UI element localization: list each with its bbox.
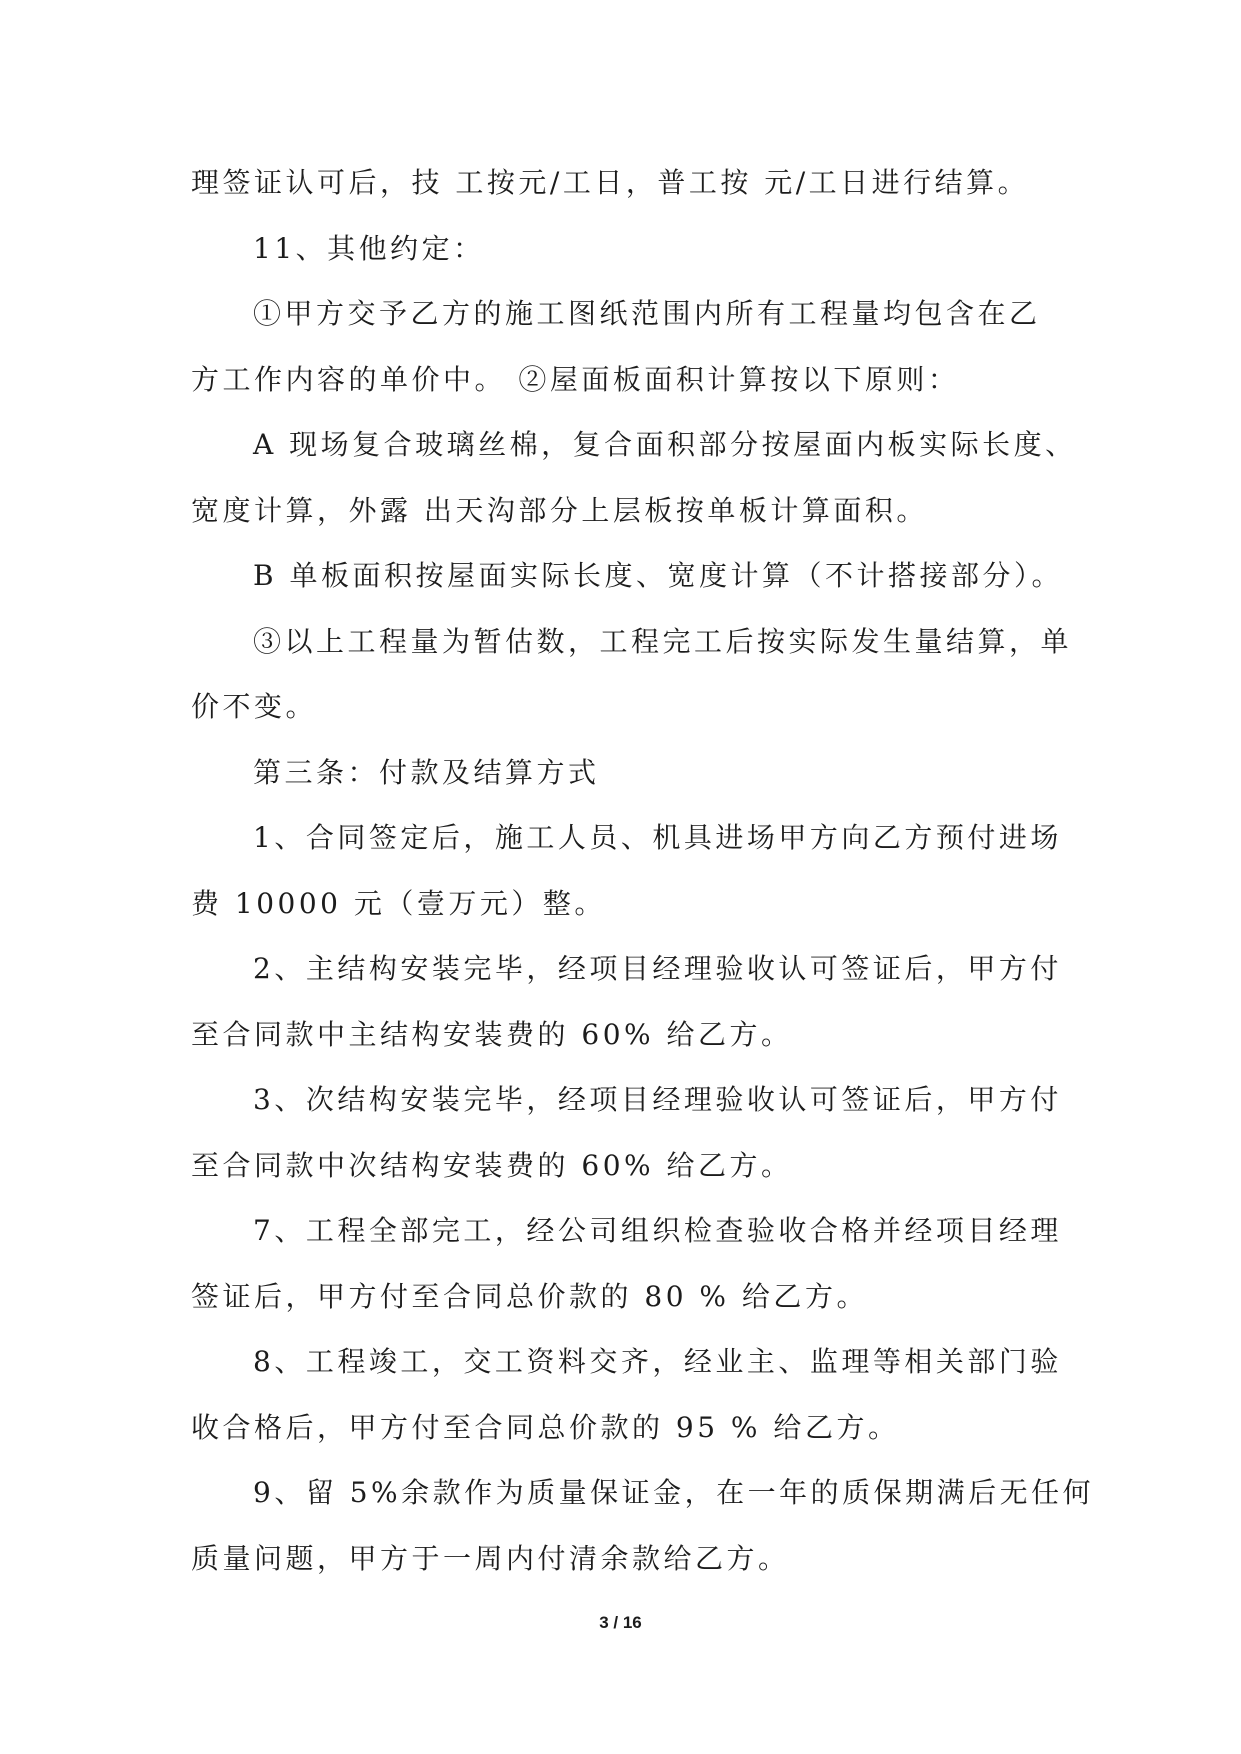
paragraph xyxy=(191,150,1052,216)
paragraph xyxy=(191,609,1073,740)
paragraph xyxy=(191,281,1052,412)
text-line: 费 10000 元（壹万元）整。 xyxy=(191,886,606,920)
paragraph xyxy=(191,1198,1062,1329)
section-heading xyxy=(191,740,1052,806)
text-line: 价不变。 xyxy=(191,690,318,723)
text-line: 9、留 5%余款作为质量保证金，在一年的质保期满后无任何 xyxy=(253,1476,1095,1509)
paragraph xyxy=(191,543,1063,609)
text-line: 2、主结构安装完毕，经项目经理验收认可签证后，甲方付 xyxy=(253,952,1062,985)
paragraph xyxy=(191,412,1077,543)
text-line: ③以上工程量为暂估数，工程完工后按实际发生量结算，单 xyxy=(253,624,1073,658)
text-line: B 单板面积按屋面实际长度、宽度计算（不计搭接部分）。 xyxy=(253,559,1063,592)
text-line: A 现场复合玻璃丝棉，复合面积部分按屋面内板实际长度、 xyxy=(253,428,1077,461)
text-line: 至合同款中次结构安装费的 60% 给乙方。 xyxy=(191,1148,793,1182)
text-line: 第三条：付款及结算方式 xyxy=(253,755,600,789)
text-line: ①甲方交予乙方的施工图纸范围内所有工程量均包含在乙 xyxy=(253,297,1041,330)
text-line: 理签证认可后，技 工按元/工日，普工按 元/工日进行结算。 xyxy=(191,166,1030,199)
paragraph xyxy=(191,1460,1095,1591)
paragraph xyxy=(191,1067,1062,1198)
text-line: 8、工程竣工，交工资料交齐，经业主、监理等相关部门验 xyxy=(253,1345,1062,1378)
text-line: 3、次结构安装完毕，经项目经理验收认可签证后，甲方付 xyxy=(253,1083,1062,1116)
clause-heading xyxy=(191,216,1052,282)
text-line: 签证后，甲方付至合同总价款的 80 % 给乙方。 xyxy=(191,1279,868,1313)
text-line: 7、工程全部完工，经公司组织检查验收合格并经项目经理 xyxy=(253,1214,1062,1247)
paragraph xyxy=(191,1329,1062,1460)
text-line: 收合格后，甲方付至合同总价款的 95 % 给乙方。 xyxy=(191,1410,900,1444)
document-body xyxy=(191,150,1095,1591)
text-line: 至合同款中主结构安装费的 60% 给乙方。 xyxy=(191,1017,793,1051)
text-line: 1、合同签定后，施工人员、机具进场甲方向乙方预付进场 xyxy=(253,821,1062,854)
paragraph xyxy=(191,936,1062,1067)
text-line: 质量问题，甲方于一周内付清余款给乙方。 xyxy=(191,1541,790,1575)
text-line: 方工作内容的单价中。 ②屋面板面积计算按以下原则： xyxy=(191,362,960,396)
paragraph xyxy=(191,805,1062,936)
page-number: 3 / 16 xyxy=(599,1613,642,1632)
text-line: 宽度计算，外露 出天沟部分上层板按单板计算面积。 xyxy=(191,493,928,527)
text-line: 11、其他约定： xyxy=(253,231,485,265)
